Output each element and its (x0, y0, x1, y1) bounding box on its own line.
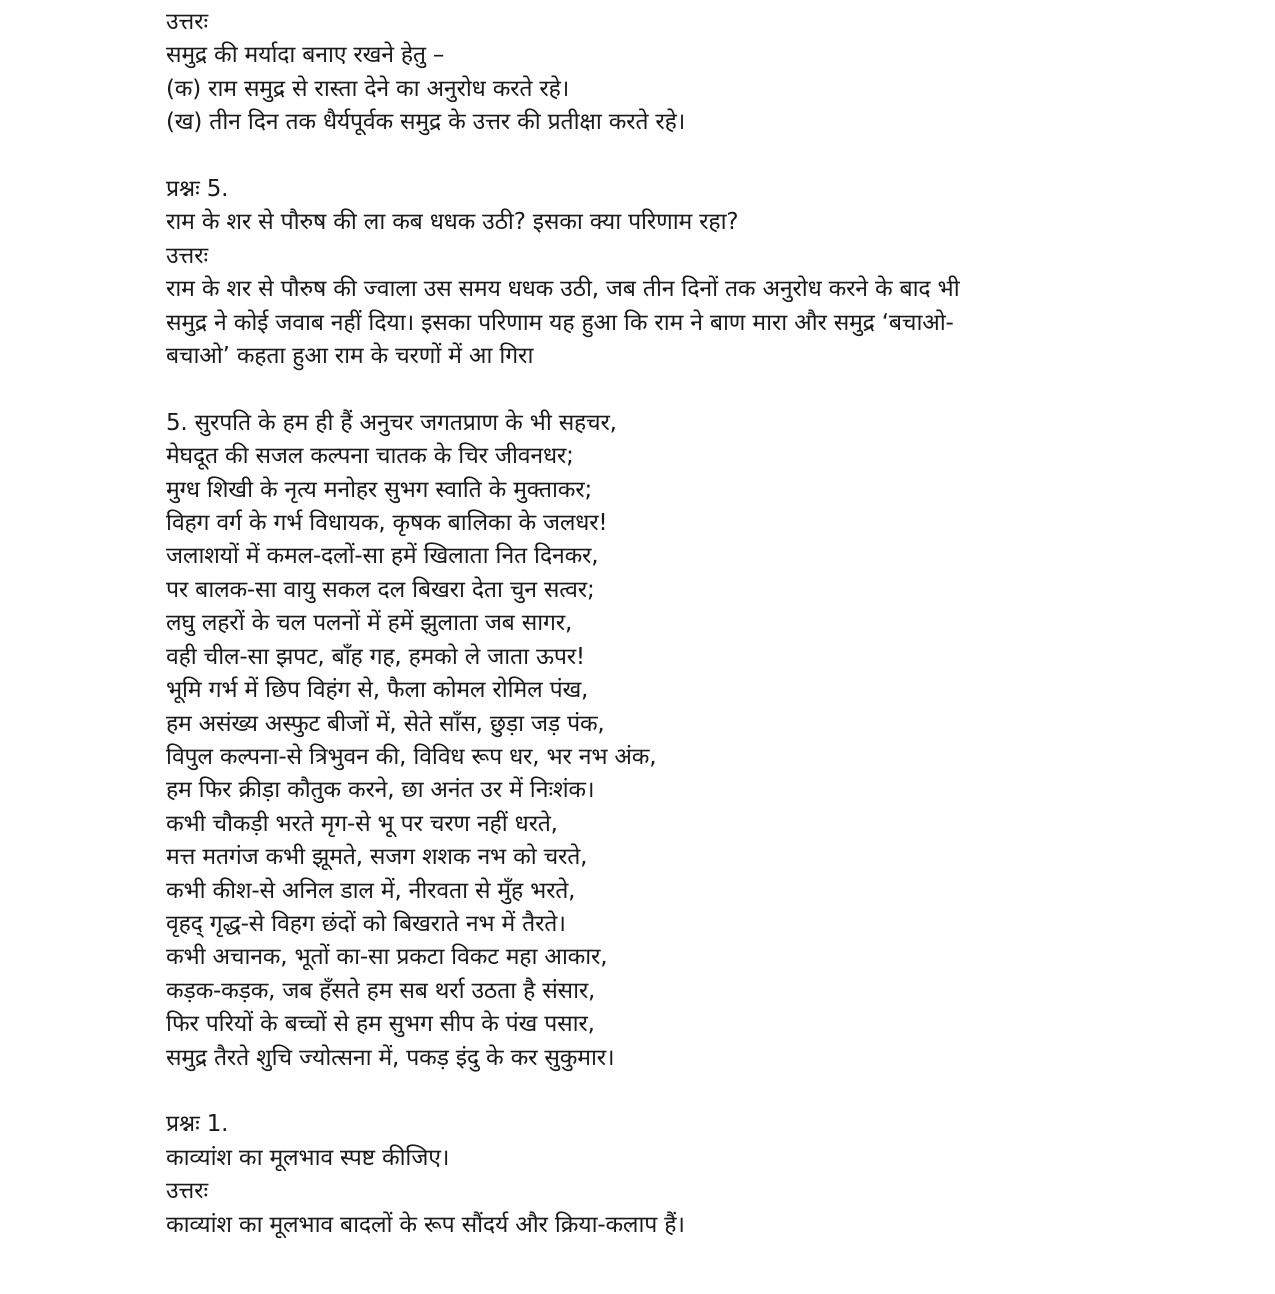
poem-line: मत्त मतगंज कभी झूमते, सजग शशक नभ को चरते, (166, 844, 588, 871)
answer-line: (ख) तीन दिन तक धैर्यपूर्वक समुद्र के उत्तर की प्रतीक्षा करते रहे। (166, 109, 686, 136)
question-label: प्रश्नः 1. (166, 1111, 229, 1138)
question-text: काव्यांश का मूलभाव स्पष्ट कीजिए। (166, 1144, 450, 1171)
spacer (166, 1075, 1226, 1108)
spacer (166, 140, 1226, 173)
answer-line: बचाओ’ कहता हुआ राम के चरणों में आ गिरा (166, 343, 534, 370)
answer-label: उत्तरः (166, 9, 208, 35)
poem-line: हम फिर क्रीड़ा कौतुक करने, छा अनंत उर में निःशंक। (166, 777, 595, 804)
poem-line: जलाशयों में कमल-दलों-सा हमें खिलाता नित दिनकर, (166, 543, 599, 570)
answer-text: काव्यांश का मूलभाव बादलों के रूप सौंदर्य और क्रिया-कलाप हैं। (166, 1211, 685, 1238)
question-label: प्रश्नः 5. (166, 176, 229, 203)
poem-line: कभी कीश-से अनिल डाल में, नीरवता से मुँह भरते, (166, 877, 576, 904)
poem-line: कभी अचानक, भूतों का-सा प्रकटा विकट महा आकार, (166, 944, 608, 971)
poem-line: मेघदूत की सजल कल्पना चातक के चिर जीवनधर; (166, 443, 574, 470)
poem-line: समुद्र तैरते शुचि ज्योत्सना में, पकड़ इंदु के कर सुकुमार। (166, 1044, 615, 1071)
poem-line: मुग्ध शिखी के नृत्य मनोहर सुभग स्वाति के मुक्ताकर; (166, 476, 593, 503)
poem-line: कभी चौकड़ी भरते मृग-से भू पर चरण नहीं धरते, (166, 810, 558, 837)
poem-line: भूमि गर्भ में छिप विहंग से, फैला कोमल रोमिल पंख, (166, 677, 589, 704)
answer-line: समुद्र की मर्यादा बनाए रखने हेतु – (166, 42, 445, 69)
answer-label: उत्तरः (166, 242, 208, 269)
poem-line: पर बालक-सा वायु सकल दल बिखरा देता चुन सत्वर; (166, 576, 595, 603)
poem-line: फिर परियों के बच्चों से हम सुभग सीप के पंख पसार, (166, 1011, 595, 1038)
answer-line: राम के शर से पौरुष की ज्वाला उस समय धधक उठी, जब तीन दिनों तक अनुरोध करने के बाद भी (166, 276, 960, 303)
poem-stanza (166, 407, 1226, 1075)
poem-line: कड़क-कड़क, जब हँसते हम सब थर्रा उठता है संसार, (166, 977, 596, 1004)
poem-line: लघु लहरों के चल पलनों में हमें झुलाता जब सागर, (166, 610, 573, 637)
question-text: राम के शर से पौरुष की ला कब धधक उठी? इसका क्या परिणाम रहा? (166, 209, 739, 236)
poem-line: 5. सुरपति के हम ही हैं अनुचर जगतप्राण के भी सहचर, (166, 409, 617, 436)
answer-label: उत्तरः (166, 1178, 208, 1205)
document-page (166, 6, 1226, 1242)
poem-line: वही चील-सा झपट, बाँह गह, हमको ले जाता ऊपर! (166, 643, 585, 670)
poem-line: वृहद् गृद्ध-से विहग छंदों को बिखराते नभ में तैरते। (166, 910, 566, 937)
poem-line: विहग वर्ग के गर्भ विधायक, कृषक बालिका के जलधर! (166, 510, 608, 537)
spacer (166, 373, 1226, 406)
poem-line: हम असंख्य अस्फुट बीजों में, सेते साँस, छुड़ा जड़ पंक, (166, 710, 605, 737)
poem-line: विपुल कल्पना-से त्रिभुवन की, विविध रूप धर, भर नभ अंक, (166, 743, 657, 770)
answer-line: समुद्र ने कोई जवाब नहीं दिया। इसका परिणाम यह हुआ कि राम ने बाण मारा और समुद्र ‘बचाओ- (166, 309, 954, 336)
answer-line: (क) राम समुद्र से रास्ता देने का अनुरोध करते रहे। (166, 75, 570, 102)
